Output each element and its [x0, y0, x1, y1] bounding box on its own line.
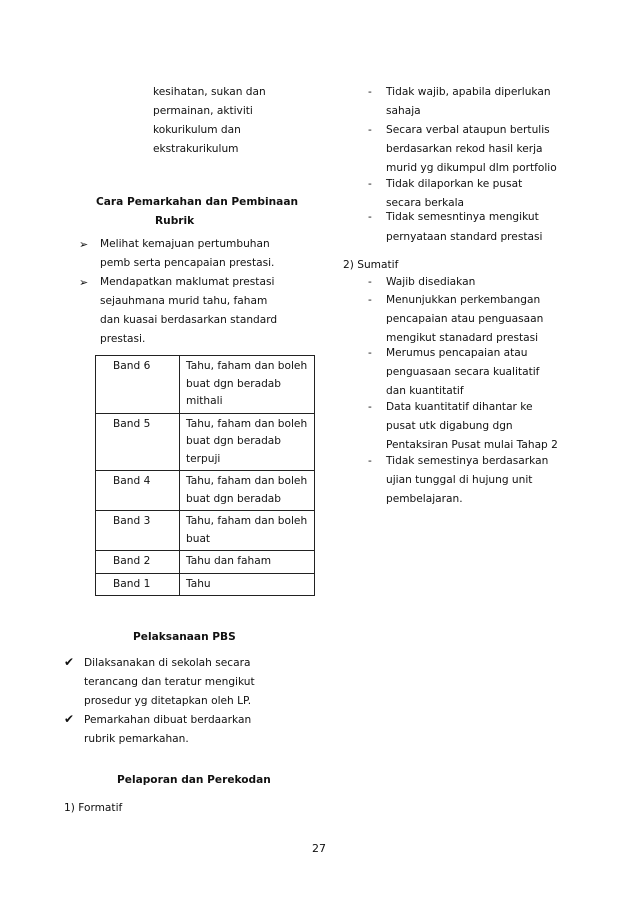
- list-item: pencapaian atau penguasaan: [386, 313, 544, 325]
- arrow-bullet-icon: ➢: [79, 276, 89, 289]
- table-row: [96, 413, 315, 471]
- desc-line: Tahu dan faham: [186, 555, 272, 567]
- list-item: sahaja: [386, 105, 421, 117]
- table-row: [96, 356, 315, 414]
- bullet-text: prestasi.: [100, 333, 146, 345]
- bullet-text: sejauhmana murid tahu, faham: [100, 295, 268, 307]
- band-cell: Band 4: [96, 471, 180, 511]
- list-item: ujian tunggal di hujung unit: [386, 474, 533, 486]
- list-item: Tidak semesntinya mengikut: [386, 211, 539, 223]
- desc-line: Tahu, faham dan boleh: [186, 360, 308, 372]
- list-item: pernyataan standard prestasi: [386, 231, 543, 243]
- band-cell: Band 1: [96, 573, 180, 596]
- text-line: kokurikulum dan: [153, 124, 241, 136]
- text-line: permainan, aktiviti: [153, 105, 253, 117]
- list-item: berdasarkan rekod hasil kerja: [386, 143, 543, 155]
- section-heading-pelaporan: Pelaporan dan Perekodan: [117, 774, 271, 786]
- check-icon: ✔: [64, 655, 75, 669]
- check-text: Dilaksanakan di sekolah secara: [84, 657, 251, 669]
- dash-bullet: -: [368, 276, 372, 288]
- desc-line: Tahu: [186, 577, 211, 590]
- band-desc-cell: [180, 511, 315, 551]
- list-item: murid yg dikumpul dlm portfolio: [386, 162, 557, 174]
- list-item: Tidak dilaporkan ke pusat: [386, 178, 523, 190]
- dash-bullet: -: [368, 294, 372, 306]
- band-table: [95, 355, 315, 596]
- check-text: Pemarkahan dibuat berdaarkan: [84, 714, 252, 726]
- bullet-text: pemb serta pencapaian prestasi.: [100, 257, 275, 269]
- page-number: 27: [312, 842, 326, 855]
- desc-line: mithali: [186, 395, 223, 407]
- dash-bullet: -: [368, 401, 372, 413]
- band-cell: Band 5: [96, 413, 180, 471]
- section-heading-rubrik-line2: Rubrik: [155, 215, 195, 227]
- bullet-text: Melihat kemajuan pertumbuhan: [100, 238, 270, 250]
- table-row: [96, 471, 315, 511]
- desc-line: buat: [186, 532, 211, 545]
- check-text: prosedur yg ditetapkan oleh LP.: [84, 695, 252, 707]
- band-cell: Band 2: [96, 551, 180, 574]
- band-cell: Band 3: [96, 511, 180, 551]
- desc-line: buat dgn beradab: [186, 435, 282, 447]
- table-row: [96, 511, 315, 551]
- dash-bullet: -: [368, 86, 372, 98]
- band-desc-cell: [180, 413, 315, 471]
- section-heading-pbs: Pelaksanaan PBS: [133, 631, 236, 643]
- dash-bullet: -: [368, 347, 372, 359]
- check-icon: ✔: [64, 712, 75, 726]
- list-item: penguasaan secara kualitatif: [386, 366, 540, 378]
- list-item-formatif: 1) Formatif: [64, 802, 123, 814]
- band-desc-cell: [180, 551, 315, 574]
- table-row: [96, 551, 315, 574]
- check-text: rubrik pemarkahan.: [84, 733, 189, 745]
- dash-bullet: -: [368, 178, 372, 190]
- list-item: secara berkala: [386, 197, 465, 209]
- list-item: Pentaksiran Pusat mulai Tahap 2: [386, 439, 558, 451]
- desc-line: Tahu, faham dan boleh: [186, 417, 308, 430]
- list-item: Data kuantitatif dihantar ke: [386, 401, 533, 413]
- bullet-text: dan kuasai berdasarkan standard: [100, 314, 278, 326]
- desc-line: Tahu, faham dan boleh: [186, 475, 308, 487]
- band-cell: Band 6: [96, 356, 180, 414]
- arrow-bullet-icon: ➢: [79, 238, 89, 251]
- list-item: Menunjukkan perkembangan: [386, 294, 541, 306]
- check-text: terancang dan teratur mengikut: [84, 676, 255, 688]
- band-desc-cell: [180, 471, 315, 511]
- list-item: pembelajaran.: [386, 493, 463, 505]
- dash-bullet: -: [368, 211, 372, 223]
- list-item: Secara verbal ataupun bertulis: [386, 124, 550, 136]
- list-item: mengikut stanadard prestasi: [386, 332, 539, 344]
- list-item: Tidak wajib, apabila diperlukan: [386, 86, 551, 98]
- list-item-sumatif: 2) Sumatif: [343, 259, 399, 271]
- dash-bullet: -: [368, 124, 372, 136]
- band-desc-cell: [180, 573, 315, 596]
- list-item: Merumus pencapaian atau: [386, 347, 528, 359]
- desc-line: buat dgn beradab: [186, 492, 282, 505]
- dash-bullet: -: [368, 455, 372, 467]
- section-heading-rubrik: Cara Pemarkahan dan Pembinaan: [96, 196, 299, 208]
- text-line: ekstrakurikulum: [153, 143, 239, 155]
- list-item: Wajib disediakan: [386, 276, 476, 288]
- table-row: [96, 573, 315, 596]
- list-item: Tidak semestinya berdasarkan: [386, 455, 549, 467]
- text-line: kesihatan, sukan dan: [153, 86, 266, 98]
- bullet-text: Mendapatkan maklumat prestasi: [100, 276, 275, 288]
- band-desc-cell: [180, 356, 315, 414]
- list-item: pusat utk digabung dgn: [386, 420, 513, 432]
- desc-line: Tahu, faham dan boleh: [186, 515, 308, 527]
- desc-line: terpuji: [186, 452, 221, 465]
- desc-line: buat dgn beradab: [186, 377, 282, 390]
- list-item: dan kuantitatif: [386, 385, 464, 397]
